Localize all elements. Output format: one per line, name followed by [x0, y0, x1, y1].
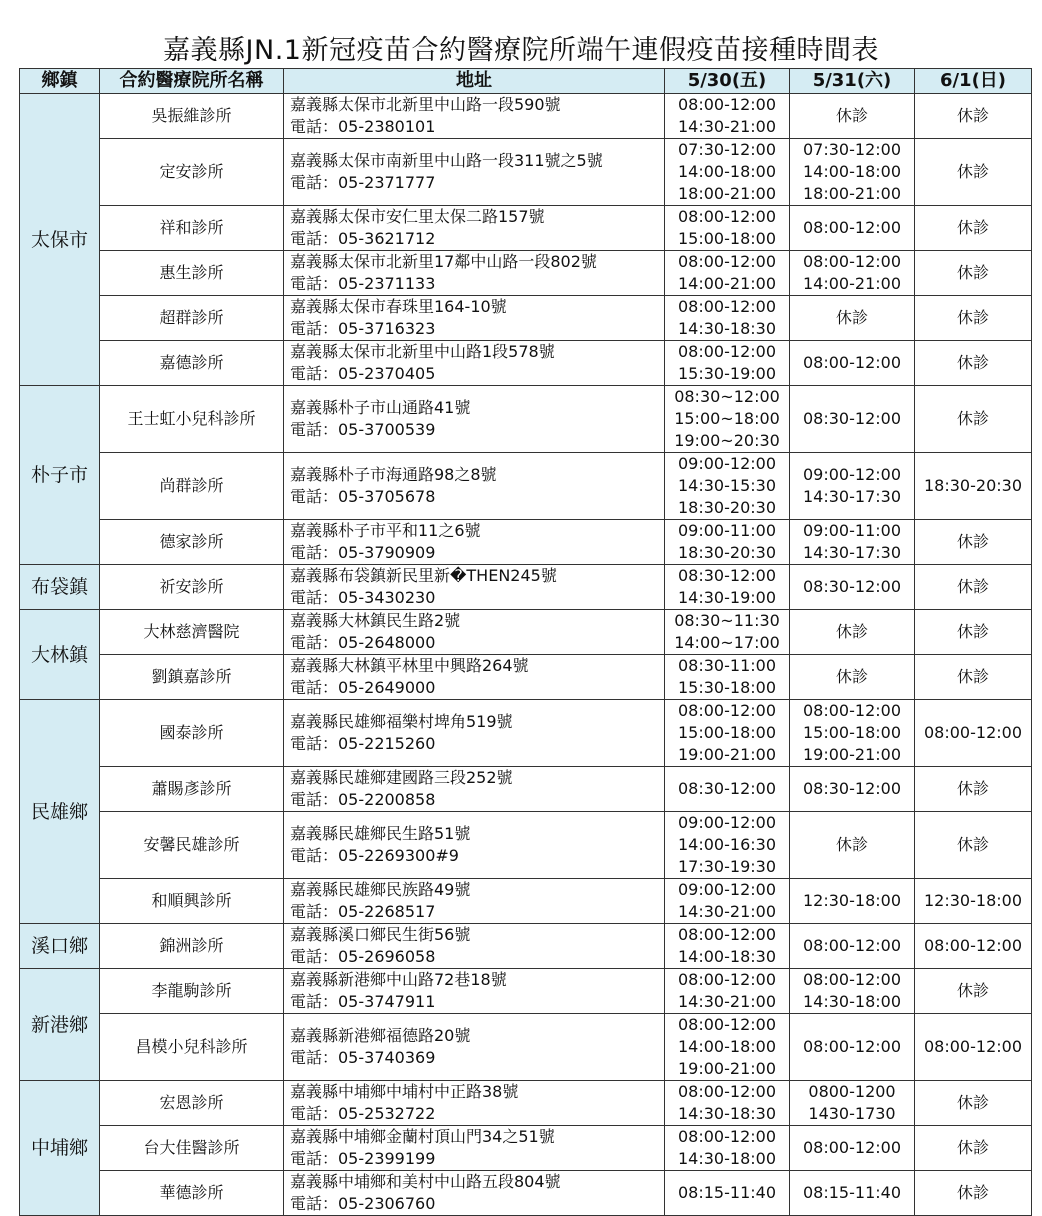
phone-text: 電話：05-2370405 [290, 364, 436, 383]
time-slot: 15:30-19:00 [678, 364, 776, 383]
hours-cell-d2 [790, 341, 915, 386]
address-cell [284, 296, 665, 341]
time-slot: 18:30-20:30 [924, 476, 1022, 495]
table-row [20, 812, 1032, 879]
address-cell [284, 565, 665, 610]
hours-cell-d1 [665, 386, 790, 453]
hours-cell-d1 [665, 812, 790, 879]
town-cell: 朴子市 [20, 386, 100, 565]
hours-cell-d3 [915, 94, 1032, 139]
phone-text: 電話：05-3740369 [290, 1048, 436, 1067]
table-row [20, 453, 1032, 520]
table-body [20, 94, 1032, 1216]
phone-text: 電話：05-2268517 [290, 902, 436, 921]
time-slot: 14:30-21:00 [678, 902, 776, 921]
phone-text: 電話：05-3747911 [290, 992, 436, 1011]
time-slot: 08:00-12:00 [678, 207, 776, 226]
time-slot: 08:30-12:00 [803, 577, 901, 596]
town-cell: 新港鄉 [20, 969, 100, 1081]
time-slot: 19:00-21:00 [678, 745, 776, 764]
time-slot: 15:00-18:00 [803, 723, 901, 742]
phone-text: 電話：05-3790909 [290, 543, 436, 562]
time-slot: 08:00-12:00 [678, 297, 776, 316]
time-slot: 08:00-12:00 [803, 1138, 901, 1157]
address-text: 嘉義縣中埔鄉和美村中山路五段804號 [290, 1172, 561, 1191]
time-slot: 14:00-16:30 [678, 835, 776, 854]
address-text: 嘉義縣太保市春珠里164-10號 [290, 297, 507, 316]
hours-cell-d3 [915, 812, 1032, 879]
table-row [20, 386, 1032, 453]
phone-text: 電話：05-3716323 [290, 319, 436, 338]
time-slot: 休診 [956, 218, 989, 237]
hours-cell-d2 [790, 386, 915, 453]
hours-cell-d2 [790, 1081, 915, 1126]
address-cell [284, 1081, 665, 1126]
time-slot: 15:00-18:00 [678, 723, 776, 742]
hours-cell-d3 [915, 206, 1032, 251]
hours-cell-d3 [915, 296, 1032, 341]
time-slot: 09:00-11:00 [678, 521, 776, 540]
clinic-name: 李龍駒診所 [100, 969, 284, 1014]
table-row [20, 94, 1032, 139]
hours-cell-d2 [790, 1014, 915, 1081]
clinic-name: 惠生診所 [100, 251, 284, 296]
time-slot: 08:30-12:00 [678, 566, 776, 585]
hours-cell-d3 [915, 251, 1032, 296]
address-cell [284, 1014, 665, 1081]
clinic-name: 安馨民雄診所 [100, 812, 284, 879]
time-slot: 休診 [835, 667, 868, 686]
address-text: 嘉義縣大林鎮平林里中興路264號 [290, 656, 529, 675]
clinic-name: 昌模小兒科診所 [100, 1014, 284, 1081]
hours-cell-d2 [790, 520, 915, 565]
hours-cell-d1 [665, 139, 790, 206]
time-slot: 休診 [956, 409, 989, 428]
time-slot: 08:00-12:00 [678, 1127, 776, 1146]
phone-text: 電話：05-2380101 [290, 117, 436, 136]
hours-cell-d1 [665, 610, 790, 655]
address-cell [284, 879, 665, 924]
time-slot: 0800-1200 [808, 1082, 896, 1101]
address-cell [284, 1126, 665, 1171]
time-slot: 休診 [956, 667, 989, 686]
time-slot: 休診 [956, 106, 989, 125]
hours-cell-d3 [915, 1171, 1032, 1216]
town-cell: 溪口鄉 [20, 924, 100, 969]
time-slot: 18:30-20:30 [678, 543, 776, 562]
time-slot: 08:00-12:00 [678, 701, 776, 720]
address-text: 嘉義縣中埔鄉金蘭村頂山門34之51號 [290, 1127, 555, 1146]
time-slot: 19:00~20:30 [674, 431, 780, 450]
table-row [20, 767, 1032, 812]
phone-text: 電話：05-2371777 [290, 173, 436, 192]
hours-cell-d1 [665, 924, 790, 969]
time-slot: 08:00-12:00 [678, 342, 776, 361]
time-slot: 15:30-18:00 [678, 678, 776, 697]
table-row [20, 969, 1032, 1014]
hours-cell-d3 [915, 453, 1032, 520]
address-text: 嘉義縣民雄鄉建國路三段252號 [290, 768, 513, 787]
clinic-name: 嘉德診所 [100, 341, 284, 386]
town-cell: 布袋鎮 [20, 565, 100, 610]
hours-cell-d1 [665, 296, 790, 341]
time-slot: 09:00-12:00 [678, 813, 776, 832]
time-slot: 19:00-21:00 [678, 1059, 776, 1078]
hours-cell-d3 [915, 879, 1032, 924]
table-row [20, 139, 1032, 206]
time-slot: 休診 [956, 1093, 989, 1112]
clinic-name: 華德診所 [100, 1171, 284, 1216]
table-row [20, 879, 1032, 924]
clinic-name: 錦洲診所 [100, 924, 284, 969]
address-text: 嘉義縣朴子市平和11之6號 [290, 521, 481, 540]
hours-cell-d3 [915, 1081, 1032, 1126]
address-text: 嘉義縣太保市北新里17鄰中山路一段802號 [290, 252, 597, 271]
clinic-name: 超群診所 [100, 296, 284, 341]
table-row [20, 1126, 1032, 1171]
time-slot: 休診 [956, 532, 989, 551]
time-slot: 休診 [956, 835, 989, 854]
clinic-name: 祈安診所 [100, 565, 284, 610]
time-slot: 08:00-12:00 [678, 925, 776, 944]
hours-cell-d2 [790, 1171, 915, 1216]
table-row [20, 655, 1032, 700]
hours-cell-d1 [665, 767, 790, 812]
town-cell: 大林鎮 [20, 610, 100, 700]
time-slot: 14:00-21:00 [678, 274, 776, 293]
time-slot: 休診 [956, 981, 989, 1000]
address-text: 嘉義縣民雄鄉民族路49號 [290, 880, 471, 899]
town-cell: 太保市 [20, 94, 100, 386]
address-cell [284, 251, 665, 296]
time-slot: 休診 [835, 835, 868, 854]
address-cell [284, 94, 665, 139]
phone-text: 電話：05-2215260 [290, 734, 436, 753]
address-cell [284, 1171, 665, 1216]
hours-cell-d3 [915, 386, 1032, 453]
hours-cell-d1 [665, 251, 790, 296]
address-text: 嘉義縣大林鎮民生路2號 [290, 611, 461, 630]
time-slot: 08:00-12:00 [803, 353, 901, 372]
clinic-name: 祥和診所 [100, 206, 284, 251]
hours-cell-d2 [790, 565, 915, 610]
phone-text: 電話：05-3430230 [290, 588, 436, 607]
time-slot: 14:00~17:00 [674, 633, 780, 652]
hours-cell-d3 [915, 341, 1032, 386]
address-text: 嘉義縣太保市北新里中山路1段578號 [290, 342, 555, 361]
header-date-5-30: 5/30(五) [665, 69, 790, 94]
hours-cell-d3 [915, 655, 1032, 700]
address-text: 嘉義縣民雄鄉民生路51號 [290, 824, 471, 843]
clinic-name: 德家診所 [100, 520, 284, 565]
hours-cell-d1 [665, 879, 790, 924]
address-cell [284, 453, 665, 520]
address-cell [284, 969, 665, 1014]
address-cell [284, 341, 665, 386]
phone-text: 電話：05-2306760 [290, 1194, 436, 1213]
time-slot: 14:30-18:00 [678, 1149, 776, 1168]
time-slot: 09:00-12:00 [678, 454, 776, 473]
time-slot: 08:00-12:00 [678, 95, 776, 114]
clinic-name: 吳振維診所 [100, 94, 284, 139]
hours-cell-d3 [915, 565, 1032, 610]
phone-text: 電話：05-2649000 [290, 678, 436, 697]
address-cell [284, 520, 665, 565]
hours-cell-d2 [790, 969, 915, 1014]
hours-cell-d1 [665, 700, 790, 767]
clinic-name: 和順興診所 [100, 879, 284, 924]
phone-text: 電話：05-2399199 [290, 1149, 436, 1168]
time-slot: 07:30-12:00 [803, 140, 901, 159]
clinic-name: 王士虹小兒科診所 [100, 386, 284, 453]
time-slot: 08:00-12:00 [678, 252, 776, 271]
hours-cell-d2 [790, 700, 915, 767]
hours-cell-d2 [790, 924, 915, 969]
table-row [20, 610, 1032, 655]
time-slot: 休診 [956, 263, 989, 282]
clinic-name: 尚群診所 [100, 453, 284, 520]
time-slot: 14:30-21:00 [678, 992, 776, 1011]
hours-cell-d2 [790, 296, 915, 341]
address-text: 嘉義縣布袋鎮新民里新�THEN245號 [290, 566, 557, 585]
hours-cell-d3 [915, 1014, 1032, 1081]
hours-cell-d1 [665, 565, 790, 610]
hours-cell-d1 [665, 520, 790, 565]
address-text: 嘉義縣太保市南新里中山路一段311號之5號 [290, 151, 603, 170]
table-row [20, 520, 1032, 565]
hours-cell-d2 [790, 610, 915, 655]
hours-cell-d2 [790, 767, 915, 812]
time-slot: 08:00-12:00 [678, 1082, 776, 1101]
time-slot: 18:00-21:00 [803, 184, 901, 203]
phone-text: 電話：05-2200858 [290, 790, 436, 809]
time-slot: 14:30-18:30 [678, 319, 776, 338]
time-slot: 08:00-12:00 [803, 1037, 901, 1056]
time-slot: 15:00~18:00 [674, 409, 780, 428]
time-slot: 14:30-21:00 [678, 117, 776, 136]
time-slot: 08:00-12:00 [803, 970, 901, 989]
time-slot: 14:30-17:30 [803, 487, 901, 506]
time-slot: 14:00-18:00 [678, 162, 776, 181]
hours-cell-d1 [665, 1014, 790, 1081]
time-slot: 1430-1730 [808, 1104, 896, 1123]
hours-cell-d2 [790, 879, 915, 924]
time-slot: 08:00-12:00 [678, 1015, 776, 1034]
address-text: 嘉義縣朴子市山通路41號 [290, 398, 471, 417]
hours-cell-d1 [665, 1171, 790, 1216]
hours-cell-d3 [915, 700, 1032, 767]
hours-cell-d1 [665, 1126, 790, 1171]
table-row [20, 206, 1032, 251]
phone-text: 電話：05-2648000 [290, 633, 436, 652]
hours-cell-d2 [790, 453, 915, 520]
header-row [20, 69, 1032, 94]
hours-cell-d2 [790, 1126, 915, 1171]
address-text: 嘉義縣新港鄉中山路72巷18號 [290, 970, 507, 989]
table-row [20, 251, 1032, 296]
time-slot: 18:00-21:00 [678, 184, 776, 203]
address-cell [284, 139, 665, 206]
time-slot: 休診 [956, 1183, 989, 1202]
time-slot: 休診 [835, 308, 868, 327]
town-cell: 民雄鄉 [20, 700, 100, 924]
address-text: 嘉義縣太保市安仁里太保二路157號 [290, 207, 545, 226]
hours-cell-d2 [790, 655, 915, 700]
time-slot: 08:00-12:00 [678, 970, 776, 989]
time-slot: 休診 [835, 106, 868, 125]
time-slot: 休診 [956, 1138, 989, 1157]
town-cell: 中埔鄉 [20, 1081, 100, 1216]
table-row [20, 1171, 1032, 1216]
header-date-6-1: 6/1(日) [915, 69, 1032, 94]
clinic-name: 宏恩診所 [100, 1081, 284, 1126]
time-slot: 08:15-11:40 [678, 1183, 776, 1202]
hours-cell-d3 [915, 767, 1032, 812]
time-slot: 08:30~12:00 [674, 387, 780, 406]
phone-text: 電話：05-3705678 [290, 487, 436, 506]
phone-text: 電話：05-2371133 [290, 274, 436, 293]
clinic-name: 蕭賜彥診所 [100, 767, 284, 812]
time-slot: 12:30-18:00 [803, 891, 901, 910]
time-slot: 08:00-12:00 [924, 936, 1022, 955]
address-text: 嘉義縣太保市北新里中山路一段590號 [290, 95, 561, 114]
address-cell [284, 700, 665, 767]
time-slot: 08:15-11:40 [803, 1183, 901, 1202]
time-slot: 休診 [956, 308, 989, 327]
phone-text: 電話：05-2532722 [290, 1104, 436, 1123]
hours-cell-d1 [665, 969, 790, 1014]
time-slot: 14:30-18:00 [803, 992, 901, 1011]
time-slot: 14:00-18:00 [803, 162, 901, 181]
time-slot: 09:00-11:00 [803, 521, 901, 540]
time-slot: 08:30-11:00 [678, 656, 776, 675]
hours-cell-d1 [665, 453, 790, 520]
time-slot: 08:00-12:00 [803, 252, 901, 271]
clinic-name: 國泰診所 [100, 700, 284, 767]
time-slot: 14:30-19:00 [678, 588, 776, 607]
address-text: 嘉義縣溪口鄉民生街56號 [290, 925, 471, 944]
page-title: 嘉義縣JN.1新冠疫苗合約醫療院所端午連假疫苗接種時間表 [163, 35, 879, 66]
clinic-name: 大林慈濟醫院 [100, 610, 284, 655]
time-slot: 19:00-21:00 [803, 745, 901, 764]
time-slot: 08:30-12:00 [678, 779, 776, 798]
header-town: 鄉鎮 [20, 69, 100, 94]
table-row [20, 565, 1032, 610]
hours-cell-d1 [665, 94, 790, 139]
time-slot: 14:30-15:30 [678, 476, 776, 495]
header-address: 地址 [284, 69, 665, 94]
time-slot: 休診 [835, 622, 868, 641]
phone-text: 電話：05-2269300#9 [290, 846, 459, 865]
time-slot: 08:00-12:00 [924, 723, 1022, 742]
hours-cell-d3 [915, 610, 1032, 655]
table-row [20, 700, 1032, 767]
time-slot: 08:00-12:00 [803, 936, 901, 955]
time-slot: 08:30-12:00 [803, 779, 901, 798]
time-slot: 12:30-18:00 [924, 891, 1022, 910]
time-slot: 08:00-12:00 [924, 1037, 1022, 1056]
time-slot: 14:30-18:30 [678, 1104, 776, 1123]
phone-text: 電話：05-2696058 [290, 947, 436, 966]
time-slot: 15:00-18:00 [678, 229, 776, 248]
address-cell [284, 767, 665, 812]
address-cell [284, 655, 665, 700]
table-row [20, 296, 1032, 341]
time-slot: 14:00-21:00 [803, 274, 901, 293]
time-slot: 14:00-18:00 [678, 1037, 776, 1056]
time-slot: 17:30-19:30 [678, 857, 776, 876]
time-slot: 休診 [956, 162, 989, 181]
time-slot: 07:30-12:00 [678, 140, 776, 159]
time-slot: 08:00-12:00 [803, 701, 901, 720]
hours-cell-d1 [665, 655, 790, 700]
clinic-name: 劉鎮嘉診所 [100, 655, 284, 700]
time-slot: 18:30-20:30 [678, 498, 776, 517]
time-slot: 休診 [956, 622, 989, 641]
table-row [20, 341, 1032, 386]
time-slot: 09:00-12:00 [678, 880, 776, 899]
hours-cell-d2 [790, 94, 915, 139]
time-slot: 休診 [956, 779, 989, 798]
header-clinic: 合約醫療院所名稱 [100, 69, 284, 94]
hours-cell-d1 [665, 1081, 790, 1126]
table-row [20, 924, 1032, 969]
hours-cell-d2 [790, 206, 915, 251]
phone-text: 電話：05-3621712 [290, 229, 436, 248]
hours-cell-d3 [915, 1126, 1032, 1171]
address-text: 嘉義縣中埔鄉中埔村中正路38號 [290, 1082, 519, 1101]
address-cell [284, 206, 665, 251]
hours-cell-d1 [665, 206, 790, 251]
time-slot: 14:30-17:30 [803, 543, 901, 562]
hours-cell-d2 [790, 812, 915, 879]
table-row [20, 1081, 1032, 1126]
address-cell [284, 812, 665, 879]
time-slot: 08:30~11:30 [674, 611, 780, 630]
address-text: 嘉義縣朴子市海通路98之8號 [290, 465, 497, 484]
time-slot: 08:00-12:00 [803, 218, 901, 237]
address-text: 嘉義縣民雄鄉福樂村埤角519號 [290, 712, 513, 731]
clinic-name: 定安診所 [100, 139, 284, 206]
time-slot: 09:00-12:00 [803, 465, 901, 484]
phone-text: 電話：05-3700539 [290, 420, 436, 439]
time-slot: 休診 [956, 353, 989, 372]
hours-cell-d1 [665, 341, 790, 386]
time-slot: 08:30-12:00 [803, 409, 901, 428]
clinic-name: 台大佳醫診所 [100, 1126, 284, 1171]
hours-cell-d3 [915, 139, 1032, 206]
hours-cell-d3 [915, 969, 1032, 1014]
time-slot: 14:00-18:30 [678, 947, 776, 966]
header-date-5-31: 5/31(六) [790, 69, 915, 94]
hours-cell-d3 [915, 924, 1032, 969]
address-cell [284, 610, 665, 655]
hours-cell-d2 [790, 251, 915, 296]
address-cell [284, 386, 665, 453]
table-row [20, 1014, 1032, 1081]
address-text: 嘉義縣新港鄉福德路20號 [290, 1026, 471, 1045]
hours-cell-d2 [790, 139, 915, 206]
time-slot: 休診 [956, 577, 989, 596]
vaccination-schedule-table [19, 68, 1032, 1216]
address-cell [284, 924, 665, 969]
hours-cell-d3 [915, 520, 1032, 565]
